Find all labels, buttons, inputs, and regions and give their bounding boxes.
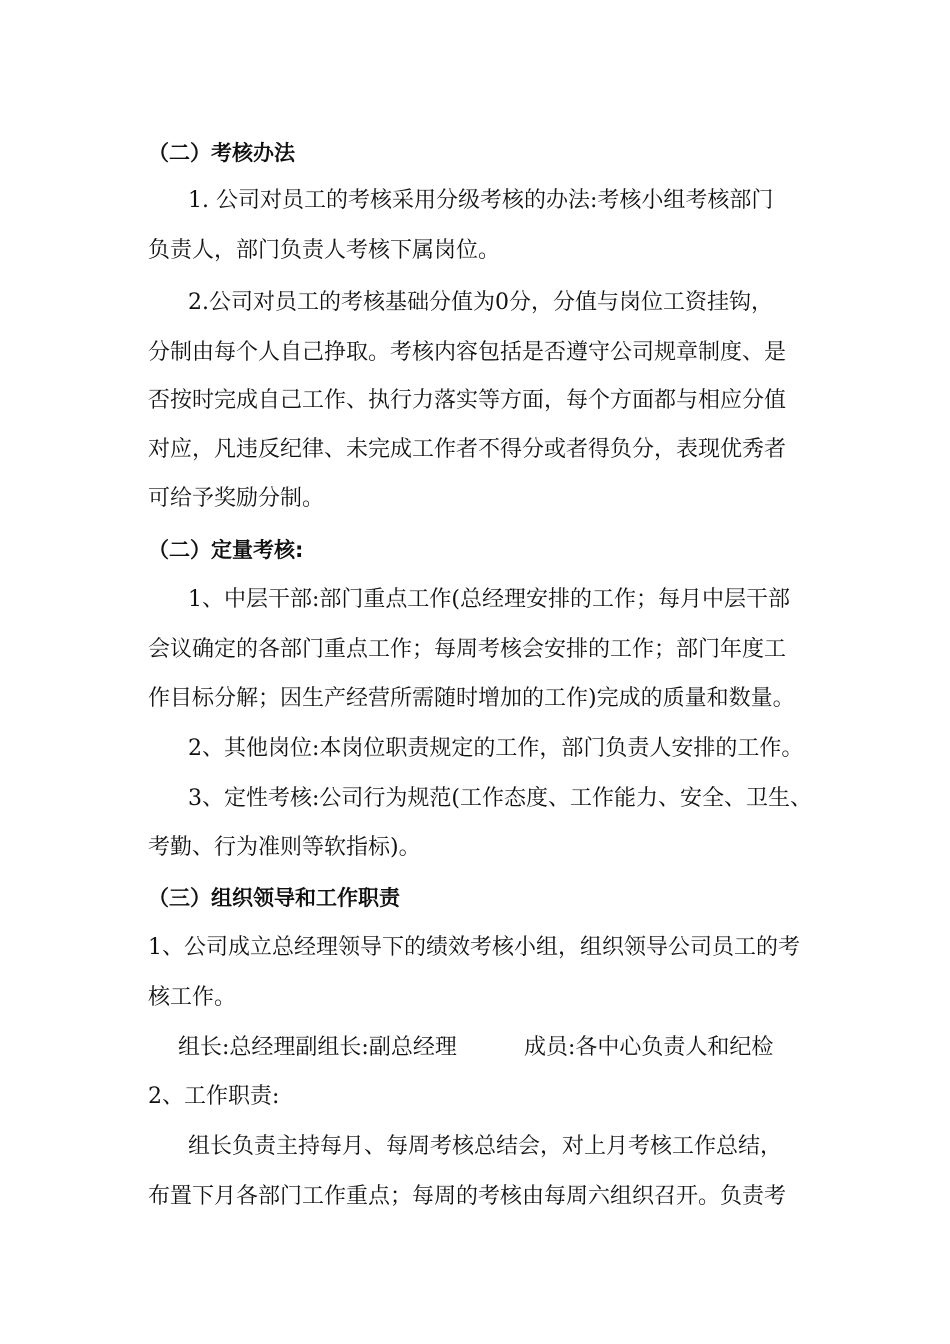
team-leaders-text: 组长:总经理副组长:副总经理 — [178, 1035, 457, 1060]
paragraph-line: 可给予奖励分制。 — [148, 486, 325, 511]
paragraph-line: 1、中层干部:部门重点工作(总经理安排的工作；每月中层干部 — [188, 587, 790, 612]
paragraph-line: 2、工作职责: — [148, 1084, 280, 1109]
paragraph-line: 核工作。 — [148, 985, 237, 1010]
paragraph-line: 1. 公司对员工的考核采用分级考核的办法:考核小组考核部门 — [188, 188, 774, 213]
paragraph-line: 2.公司对员工的考核基础分值为0分，分值与岗位工资挂钩， — [188, 290, 773, 315]
team-members-text: 成员:各中心负责人和纪检 — [524, 1035, 774, 1060]
section-heading-quantitative-assessment: （二）定量考核: — [148, 538, 304, 562]
paragraph-line: 会议确定的各部门重点工作；每周考核会安排的工作；部门年度工 — [148, 637, 787, 662]
paragraph-line: 3、定性考核:公司行为规范(工作态度、工作能力、安全、卫生、 — [188, 786, 812, 811]
paragraph-line: 2、其他岗位:本岗位职责规定的工作，部门负责人安排的工作。 — [188, 736, 804, 761]
paragraph-line: 分制由每个人自己挣取。考核内容包括是否遵守公司规章制度、是 — [148, 340, 787, 365]
section-heading-organization-duties: （三）组织领导和工作职责 — [148, 886, 400, 910]
paragraph-line: 对应，凡违反纪律、未完成工作者不得分或者得负分，表现优秀者 — [148, 437, 787, 462]
section-heading-assessment-method: （二）考核办法 — [148, 141, 295, 165]
paragraph-line: 作目标分解；因生产经营所需随时增加的工作)完成的质量和数量。 — [148, 686, 795, 711]
paragraph-line: 1、公司成立总经理领导下的绩效考核小组，组织领导公司员工的考 — [148, 935, 800, 960]
paragraph-line: 组长负责主持每月、每周考核总结会，对上月考核工作总结， — [188, 1134, 783, 1159]
paragraph-line: 否按时完成自己工作、执行力落实等方面，每个方面都与相应分值 — [148, 388, 787, 413]
paragraph-line: 布置下月各部门工作重点；每周的考核由每周六组织召开。负责考 — [148, 1184, 787, 1209]
paragraph-line: 考勤、行为准则等软指标)。 — [148, 835, 421, 860]
paragraph-line: 负责人，部门负责人考核下属岗位。 — [148, 238, 501, 263]
